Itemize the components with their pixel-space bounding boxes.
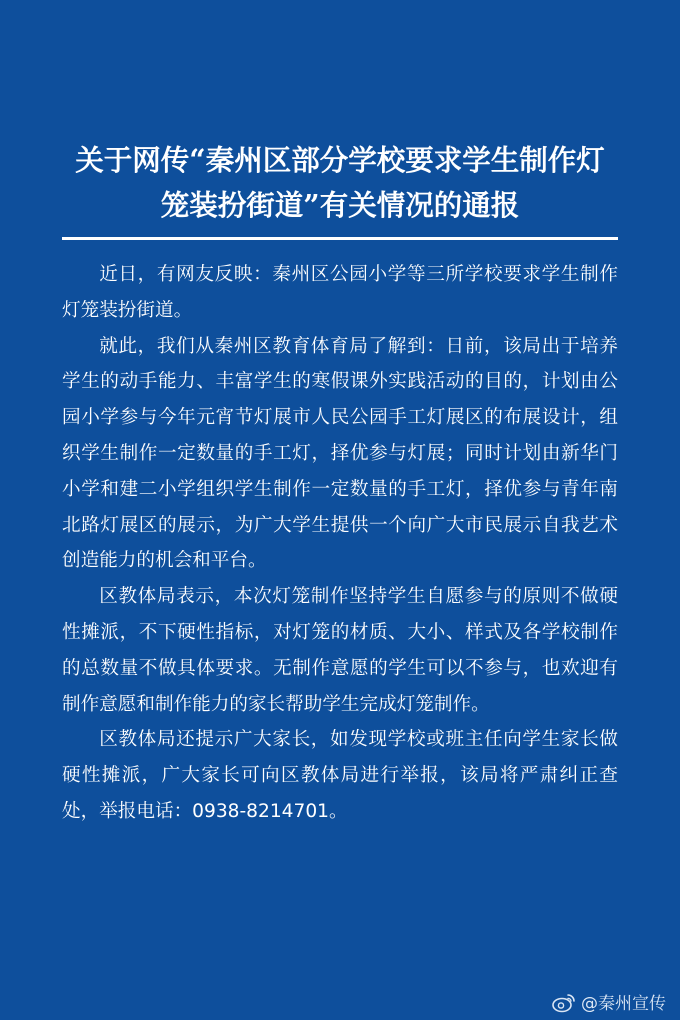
- weibo-icon: [551, 991, 577, 1013]
- notice-title-line-2: 笼装扮街道”有关情况的通报: [160, 188, 520, 222]
- notice-title: [40, 138, 640, 228]
- watermark-text: @秦州宣传: [581, 994, 666, 1014]
- title-divider: [62, 237, 618, 240]
- notice-title-line-1: 关于网传“秦州区部分学校要求学生制作灯: [75, 143, 605, 177]
- paragraph-report: 近日，有网友反映：秦州区公园小学等三所学校要求学生制作灯笼装扮街道。: [62, 264, 618, 321]
- paragraph-voluntary-principle: 区教体局表示，本次灯笼制作坚持学生自愿参与的原则不做硬性摊派，不下硬性指标，对灯笼的材质、大小、样式及各学校制作的总数量不做具体要求。无制作意愿的学生可以不参与，也欢迎有制作意愿和制作能力的家长帮助学生完成灯笼制作。: [62, 586, 618, 715]
- weibo-watermark: [551, 989, 666, 1014]
- notice-body: [62, 257, 618, 830]
- paragraph-reporting-hotline: 区教体局还提示广大家长，如发现学校或班主任向学生家长做硬性摊派，广大家长可向区教体局进行举报，该局将严肃纠正查处，举报电话：0938-8214701。: [62, 729, 618, 822]
- paragraph-investigation: 就此，我们从秦州区教育体育局了解到：日前，该局出于培养学生的动手能力、丰富学生的寒假课外实践活动的目的，计划由公园小学参与今年元宵节灯展市人民公园手工灯展区的布展设计，组织学生制作一定数量的手工灯，择优参与灯展；同时计划由新华门小学和建二小学组织学生制作一定数量的手工灯，择优参与青年南北路灯展区的展示，为广大学生提供一个向广大市民展示自我艺术创造能力的机会和平台。: [62, 335, 618, 572]
